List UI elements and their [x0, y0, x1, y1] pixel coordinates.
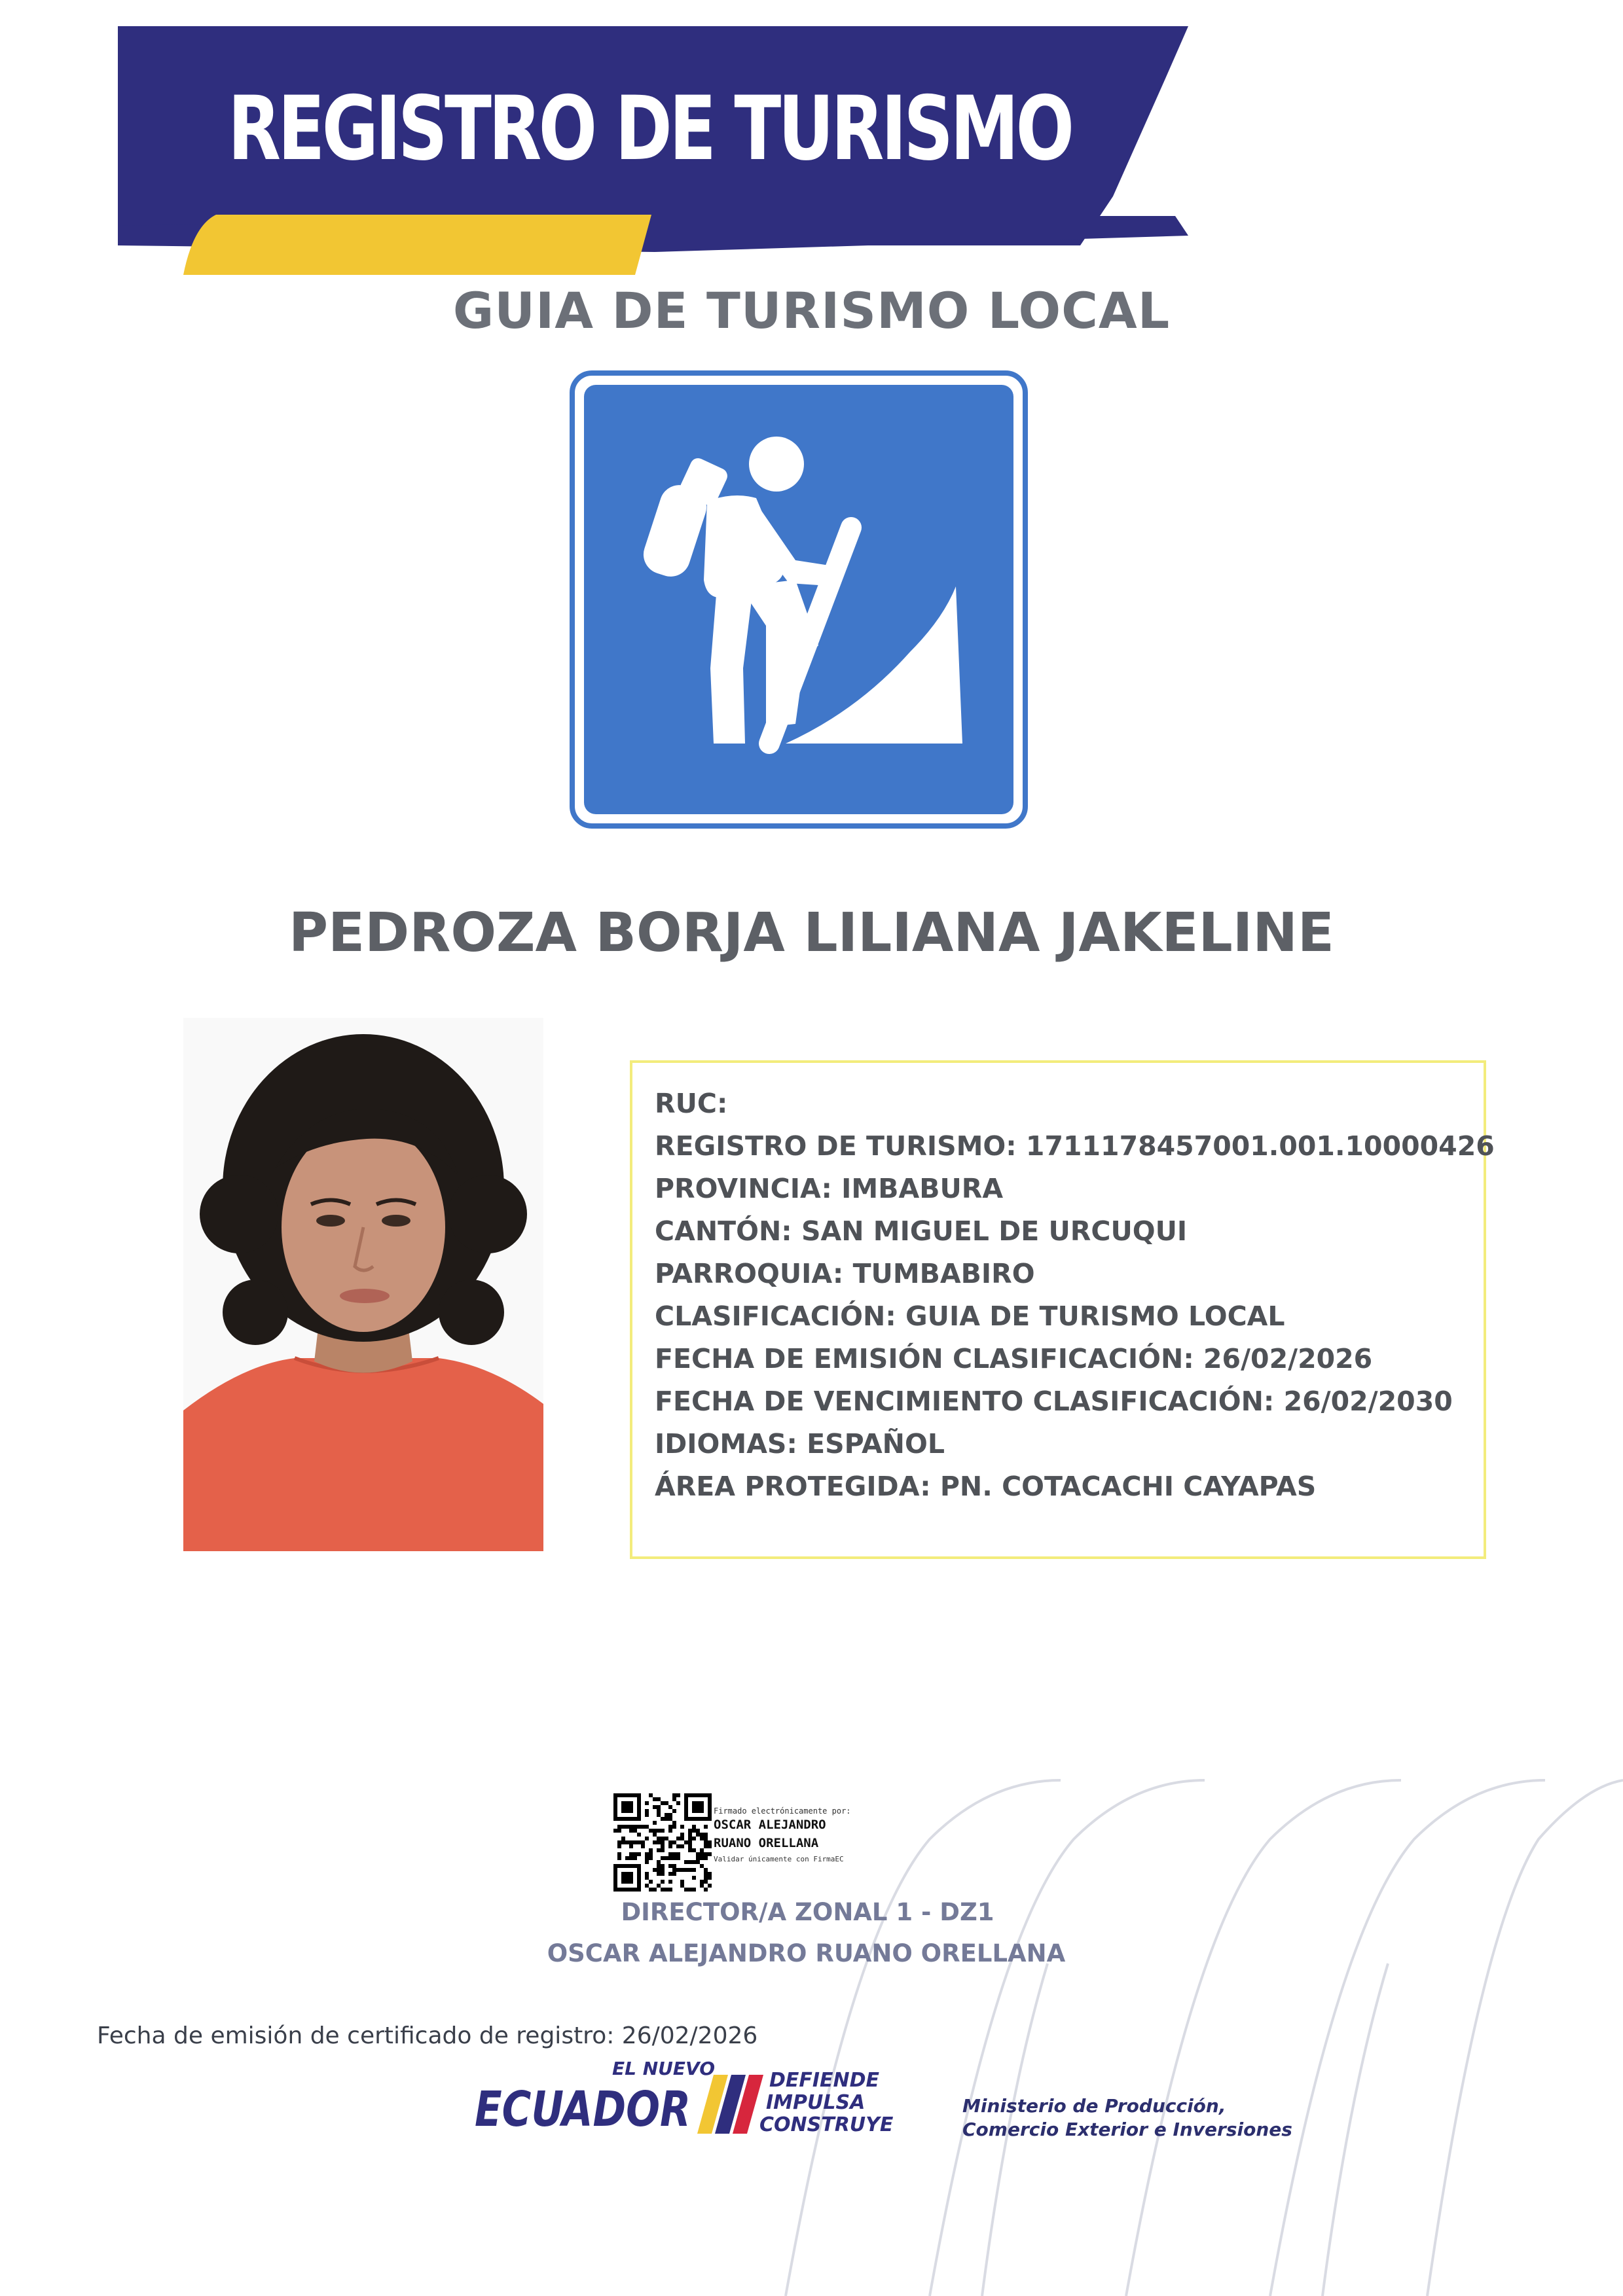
ecuador-logo	[471, 2055, 930, 2147]
validation-note: Validar únicamente con FirmaEC	[714, 1855, 844, 1863]
clasificacion-field: CLASIFICACIÓN: GUIA DE TURISMO LOCAL	[655, 1300, 1285, 1332]
emission-date: Fecha de emisión de certificado de registro: 26/02/2026	[97, 2022, 758, 2049]
registration-details	[630, 1060, 1495, 1559]
registro-field: REGISTRO DE TURISMO: 1711178457001.001.10000426	[655, 1130, 1495, 1162]
area-protegida-field: ÁREA PROTEGIDA: PN. COTACACHI CAYAPAS	[655, 1471, 1317, 1502]
decorative-arcs	[773, 1767, 1623, 2296]
holder-name: PEDROZA BORJA LILIANA JAKELINE	[289, 902, 1334, 964]
director-name: OSCAR ALEJANDRO RUANO ORELLANA	[547, 1939, 1066, 1967]
fecha-vencimiento-field: FECHA DE VENCIMIENTO CLASIFICACIÓN: 26/02/2030	[655, 1386, 1453, 1417]
logo-impulsa: IMPULSA	[766, 2091, 866, 2114]
canton-field: CANTÓN: SAN MIGUEL DE URCUQUI	[655, 1215, 1188, 1247]
electronic-signature	[714, 1806, 851, 1863]
signed-by-label: Firmado electrónicamente por:	[714, 1806, 851, 1816]
signer-name-line1: OSCAR ALEJANDRO	[714, 1818, 826, 1832]
ruc-field: RUC:	[655, 1088, 728, 1119]
hiker-icon	[570, 370, 1028, 829]
ministry-line2: Comercio Exterior e Inversiones	[962, 2119, 1292, 2140]
parroquia-field: PARROQUIA: TUMBABIRO	[655, 1258, 1035, 1289]
fecha-emision-field: FECHA DE EMISIÓN CLASIFICACIÓN: 26/02/2026	[655, 1343, 1373, 1374]
director-title: DIRECTOR/A ZONAL 1 - DZ1	[621, 1898, 994, 1926]
logo-ecuador: ECUADOR	[475, 2081, 691, 2138]
qr-code	[613, 1793, 712, 1892]
logo-defiende: DEFIENDE	[769, 2069, 880, 2092]
provincia-field: PROVINCIA: IMBABURA	[655, 1173, 1004, 1204]
logo-construye: CONSTRUYE	[759, 2113, 894, 2136]
signer-name-line2: RUANO ORELLANA	[714, 1836, 819, 1850]
ministry-name	[962, 2094, 1292, 2142]
idiomas-field: IDIOMAS: ESPAÑOL	[655, 1428, 945, 1460]
logo-el-nuevo: EL NUEVO	[612, 2058, 715, 2079]
page-title: REGISTRO DE TURISMO	[228, 77, 1072, 180]
portrait-photo	[183, 1018, 543, 1551]
document-subtitle: GUIA DE TURISMO LOCAL	[452, 281, 1171, 340]
ministry-line1: Ministerio de Producción,	[962, 2095, 1226, 2117]
